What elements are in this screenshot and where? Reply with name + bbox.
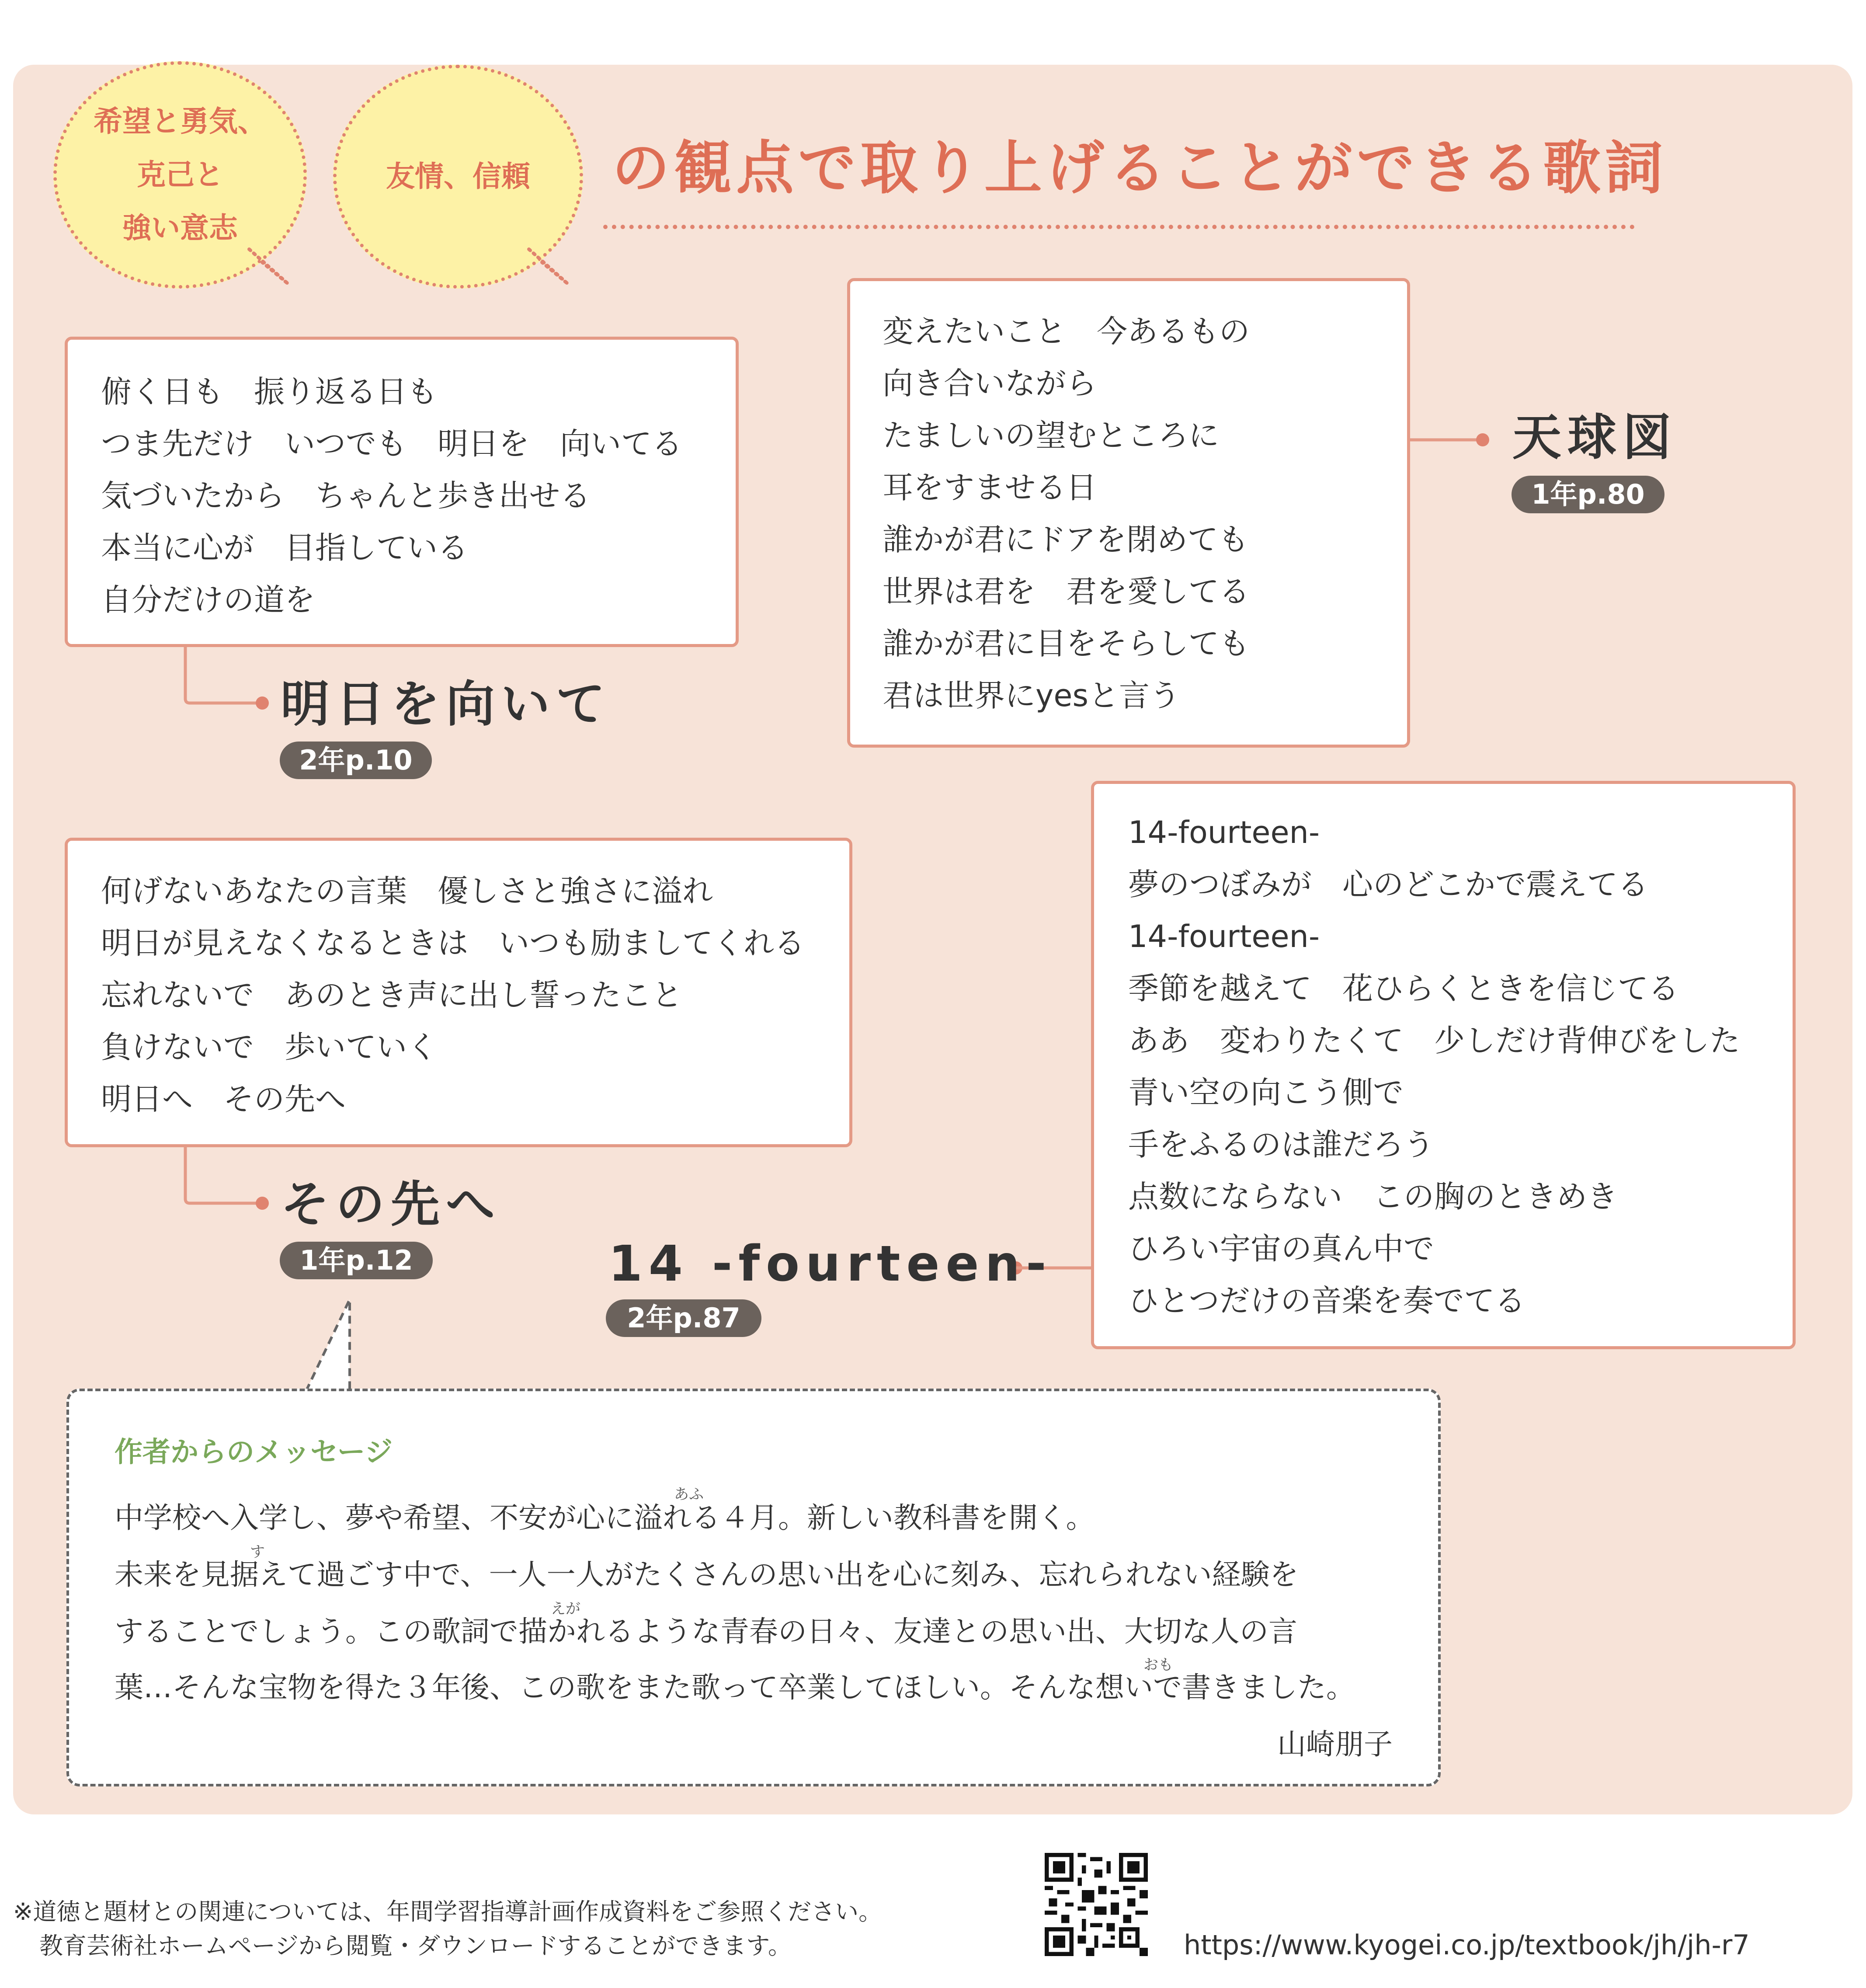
- lyric-line: たましいの望むところに: [883, 418, 1219, 453]
- ruby-ega: えが: [551, 1600, 580, 1618]
- lyrics-box-fourteen: [1091, 781, 1796, 1349]
- song-title-tenkyuzu: 天球図: [1512, 409, 1678, 466]
- connector-tenkyuzu: [1408, 431, 1491, 449]
- lyric-line: 点数にならない この胸のときめき: [1128, 1179, 1618, 1215]
- connector-sonosaki: [179, 1145, 275, 1215]
- lyric-line: 俯く日も 振り返る日も: [101, 374, 438, 410]
- lyric-line: 誰かが君に目をそらしても: [883, 626, 1250, 662]
- lyric-line: 本当に心が 目指している: [101, 530, 468, 566]
- song-title-sonosaki: その先へ: [281, 1176, 501, 1233]
- ruby-afu: あふ: [674, 1486, 704, 1503]
- song-title-ashita: 明日を向いて: [281, 676, 611, 733]
- song-title-fourteen: 14 -fourteen-: [608, 1236, 1053, 1292]
- lyrics-box-ashita: [65, 337, 739, 647]
- bubble-tail-left: [245, 245, 297, 289]
- lyric-line: ひろい宇宙の真ん中で: [1128, 1231, 1434, 1267]
- lyric-line: 誰かが君にドアを閉めても: [883, 522, 1249, 557]
- lyric-line: 明日が見えなくなるときは いつも励ましてくれる: [101, 925, 805, 961]
- message-line: することでしょう。この歌詞で描かれるような青春の日々、友達との思い出、大切な人の言: [115, 1615, 1297, 1648]
- lyric-line: 耳をすませる日: [883, 470, 1097, 505]
- lyrics-fourteen: [1128, 807, 1793, 1327]
- message-line: 中学校へ入学し、夢や希望、不安が心に溢れる４月。新しい教科書を開く。: [115, 1501, 1095, 1535]
- lyric-line: ひとつだけの音楽を奏でてる: [1128, 1283, 1525, 1319]
- lyrics-box-tenkyuzu: [847, 278, 1410, 748]
- page-badge-tenkyuzu: 1年p.80: [1512, 476, 1664, 513]
- connector-ashita: [179, 645, 275, 715]
- lyrics-sonosaki: [101, 865, 849, 1125]
- bubble-line: 希望と勇気、: [94, 104, 267, 138]
- lyric-line: 夢のつぼみが 心のどこかで震えてる: [1128, 867, 1648, 902]
- message-heading: 作者からのメッセージ: [115, 1436, 393, 1469]
- lyric-line: 君は世界にyesと言う: [883, 678, 1180, 714]
- lyric-line: 14-fourteen-: [1128, 919, 1320, 954]
- footnote-line-2: 教育芸術社ホームページから閲覧・ダウンロードすることができます。: [39, 1932, 792, 1960]
- message-author: 山崎朋子: [1277, 1727, 1393, 1761]
- bubble-hope-courage-text: [94, 95, 267, 255]
- lyric-line: 季節を越えて 花ひらくときを信じてる: [1128, 971, 1679, 1006]
- message-line: 葉…そんな宝物を得た３年後、この歌をまた歌って卒業してほしい。そんな想いで書きました。: [115, 1671, 1355, 1704]
- bubble-friendship-trust-text: 友情、信頼: [386, 160, 530, 193]
- lyric-line: 忘れないで あのとき声に出し誓ったこと: [101, 977, 682, 1013]
- textbook-url-link[interactable]: https://www.kyogei.co.jp/textbook/jh/jh-r7: [1184, 1929, 1750, 1961]
- lyric-line: 何げないあなたの言葉 優しさと強さに溢れ: [101, 873, 713, 909]
- title-underline: [603, 225, 1635, 229]
- page-title: の観点で取り上げることができる歌詞: [612, 135, 1667, 202]
- page-badge-sonosaki: 1年p.12: [280, 1242, 433, 1279]
- lyric-line: 気づいたから ちゃんと歩き出せる: [101, 478, 591, 514]
- lyric-line: つま先だけ いつでも 明日を 向いてる: [101, 426, 682, 462]
- bubble-line: 強い意志: [122, 211, 238, 245]
- lyric-line: 世界は君を 君を愛してる: [883, 574, 1250, 609]
- footnote-line-1: ※道徳と題材との関連については、年間学習指導計画作成資料をご参照ください。: [13, 1898, 883, 1925]
- lyric-line: 明日へ その先へ: [101, 1081, 346, 1117]
- lyric-line: 自分だけの道を: [101, 582, 315, 618]
- lyric-line: ああ 変わりたくて 少しだけ背伸びをした: [1128, 1023, 1740, 1058]
- qr-code-icon[interactable]: [1045, 1853, 1148, 1956]
- lyric-line: 負けないで 歩いていく: [101, 1029, 438, 1065]
- lyric-line: 青い空の向こう側で: [1128, 1075, 1404, 1111]
- lyric-line: 14-fourteen-: [1128, 815, 1320, 850]
- lyrics-ashita: [101, 366, 736, 626]
- bubble-line: 克己と: [137, 158, 223, 191]
- lyric-line: 変えたいこと 今あるもの: [883, 313, 1250, 349]
- ruby-su: す: [250, 1543, 265, 1561]
- message-line: 未来を見据えて過ごす中で、一人一人がたくさんの思い出を心に刻み、忘れられない経験を: [115, 1558, 1299, 1591]
- page-badge-fourteen: 2年p.87: [606, 1299, 761, 1337]
- lyrics-tenkyuzu: [883, 306, 1407, 722]
- ruby-omo: おも: [1143, 1656, 1173, 1674]
- bubble-tail-right: [525, 245, 577, 289]
- lyric-line: 向き合いながら: [883, 366, 1097, 401]
- message-pointer: [302, 1294, 363, 1395]
- author-message-box: [66, 1389, 1441, 1786]
- page-badge-ashita: 2年p.10: [280, 742, 432, 779]
- lyric-line: 手をふるのは誰だろう: [1128, 1127, 1434, 1163]
- lyrics-box-sonosaki: [65, 838, 852, 1147]
